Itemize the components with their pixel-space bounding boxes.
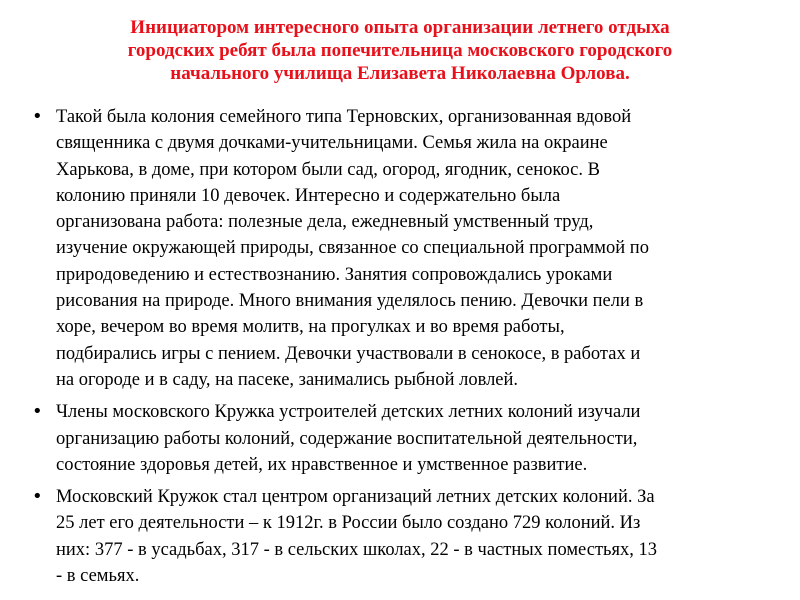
bullet-line: природоведению и естествознанию. Занятия сопровождались уроками (56, 264, 613, 285)
bullet-line: организована работа: полезные дела, ежедневный умственный труд, (56, 212, 594, 233)
bullet-line: хоре, вечером во время молитв, на прогулках и во время работы, (56, 317, 565, 338)
title-line: начального училища Елизавета Николаевна Орлова. (170, 63, 630, 84)
bullet-list (32, 104, 784, 589)
bullet-line: Такой была колония семейного типа Терновских, организованная вдовой (56, 107, 632, 127)
bullet-line: них: 377 - в усадьбах, 317 - в сельских школах, 22 - в частных поместьях, 13 (56, 539, 657, 560)
bullet-item-terbnovsky-colony (32, 104, 784, 393)
bullet-line: организацию работы колоний, содержание воспитательной деятельности, (56, 428, 638, 449)
bullet-dot-icon: • (32, 401, 43, 423)
bullet-line: состояние здоровья детей, их нравственное и умственное развитие. (56, 454, 588, 475)
bullet-line: Харькова, в доме, при котором были сад, огород, ягодник, сенокос. В (56, 159, 600, 180)
bullet-item-moscow-circle-members (32, 399, 784, 478)
bullet-line: священника с двумя дочками-учительницами. Семья жила на окраине (56, 133, 608, 154)
bullet-line: 25 лет его деятельности – к 1912г. в России было создано 729 колоний. Из (56, 513, 641, 534)
bullet-line: Московский Кружок стал центром организаций летних детских колоний. За (56, 487, 655, 508)
bullet-dot-icon: • (32, 106, 43, 127)
bullet-line: на огороде и в саду, на пасеке, занимались рыбной ловлей. (56, 369, 519, 390)
bullet-line: подбирались игры с пением. Девочки участвовали в сенокосе, в работах и (56, 343, 641, 364)
slide-title (30, 16, 770, 85)
title-line: Инициатором интересного опыта организации летнего отдыха (130, 17, 670, 38)
title-line: городских ребят была попечительница московского городского (127, 40, 673, 61)
bullet-line: изучение окружающей природы, связанное со специальной программой по (56, 238, 649, 259)
bullet-line: колонию приняли 10 девочек. Интересно и содержательно была (56, 185, 561, 206)
bullet-line: - в семьях. (56, 566, 140, 587)
bullet-line: рисования на природе. Много внимания уделялось пению. Девочки пели в (56, 291, 644, 312)
bullet-item-moscow-circle-center (32, 484, 784, 589)
bullet-dot-icon: • (32, 486, 43, 508)
bullet-line: Члены московского Кружка устроителей детских летних колоний изучали (56, 402, 641, 423)
